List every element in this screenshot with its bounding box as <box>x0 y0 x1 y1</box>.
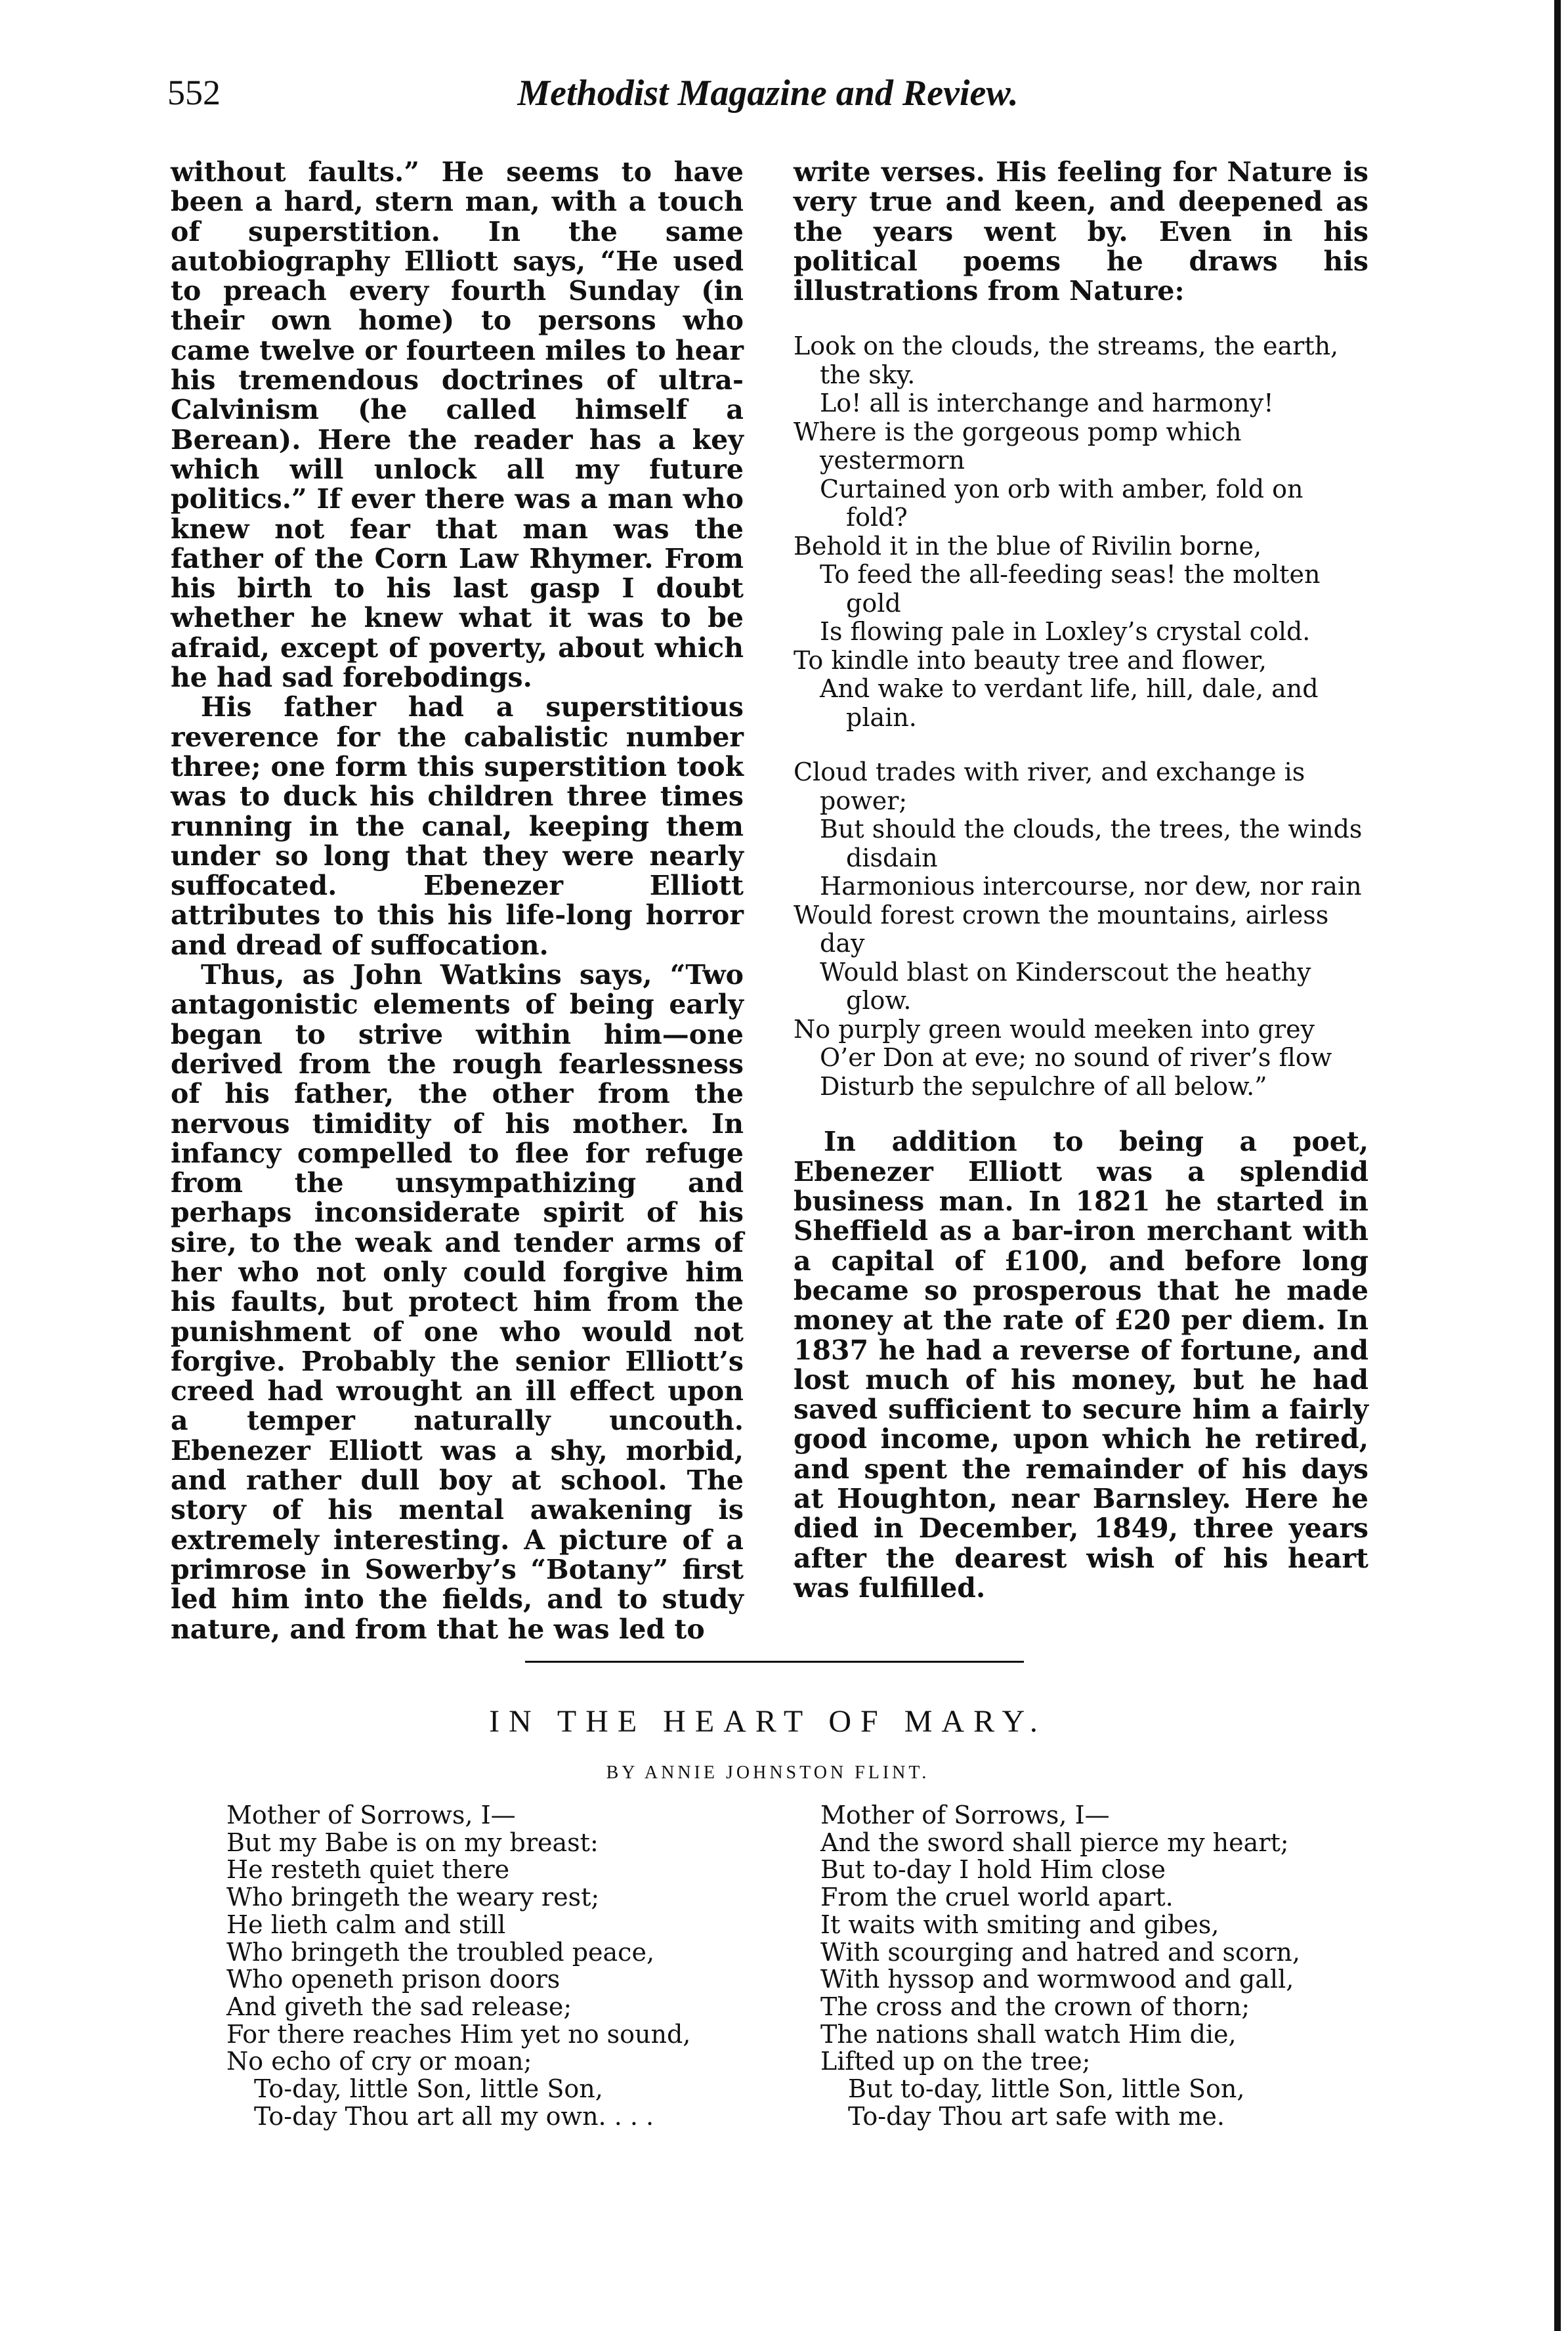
poem-line: He lieth calm and still <box>226 1910 506 1939</box>
poem-excerpt <box>794 332 1368 1101</box>
verse-line: Where is the gorgeous pomp which yestermorn <box>794 417 1242 475</box>
paragraph: without faults.” He seems to have been a hard, stern man, with a touch of superstition. In the same autobiography Elliott says, “He used to preach every fourth Sunday (in their own home) to persons who came twelve or fourteen miles to hear his tremendous doctrines of ultra-Calvinism (he called himself a Berean). Here the reader has a key which will unlock all my future politics.” If ever there was a man who knew not fear that man was the father of the Corn Law Rhymer. From his birth to his last gasp I doubt whether he knew what it was to be afraid, except of poverty, about which he had sad forebodings. <box>171 156 744 694</box>
excerpt-stanza <box>794 332 1368 732</box>
verse-line: Disturb the sepulchre of all below.” <box>820 1071 1267 1101</box>
poem-line: Who bringeth the troubled peace, <box>226 1937 655 1967</box>
verse-line: No purply green would meeken into grey <box>794 1014 1315 1044</box>
poem-line: But to-day I hold Him close <box>820 1855 1166 1885</box>
paragraph: In addition to being a poet, Ebenezer Elliott was a splendid business man. In 1821 he started in Sheffield as a bar-iron merchant with a capital of £100, and before long became so prosperous that he made money at the rate of £20 per diem. In 1837 he had a reverse of fortune, and lost much of his money, but he had saved sufficient to secure him a fairly good income, upon which he retired, and spent the remainder of his days at Houghton, near Barnsley. Here he died in December, 1849, three years after the dearest wish of his heart was fulfilled. <box>794 1126 1368 1604</box>
poem-line: To-day Thou art all my own. . . . <box>254 2101 654 2131</box>
verse-line: To feed the all-feeding seas! the molten gold <box>820 560 1321 618</box>
right-column <box>794 158 1368 1603</box>
verse-line: Look on the clouds, the streams, the earth, the sky. <box>794 331 1339 389</box>
paragraph: His father had a superstitious reverence for the cabalistic number three; one form this superstition took was to duck his children three times running in the canal, keeping them under so long that they were nearly suffocated. Ebenezer Elliott attributes to this his life-long horror and dread of suffocation. <box>171 691 744 961</box>
page-edge-rule <box>1554 0 1561 2331</box>
page-number: 552 <box>167 73 221 112</box>
verse-line: O’er Don at eve; no sound of river’s flow <box>820 1043 1332 1073</box>
poem-byline: BY ANNIE JOHNSTON FLINT. <box>606 1763 930 1783</box>
verse-line: Would blast on Kinderscout the heathy glow. <box>820 957 1311 1016</box>
verse-line: Would forest crown the mountains, airless day <box>794 900 1329 958</box>
verse-line: Behold it in the blue of Rivilin borne, <box>794 531 1262 561</box>
poem-line: And giveth the sad release; <box>226 1992 572 2021</box>
poem-line: He resteth quiet there <box>226 1855 510 1885</box>
verse-line: To kindle into beauty tree and flower, <box>794 645 1267 675</box>
running-title: Methodist Magazine and Review. <box>517 73 1019 114</box>
section-divider <box>525 1661 1024 1663</box>
poem-line: Who bringeth the weary rest; <box>226 1883 600 1912</box>
verse-line: Curtained yon orb with amber, fold on fold? <box>820 474 1303 532</box>
poem-line: But my Babe is on my breast: <box>226 1828 599 1857</box>
poem-line: And the sword shall pierce my heart; <box>820 1828 1289 1857</box>
poem-line: No echo of cry or moan; <box>226 2047 532 2076</box>
poem-line: With scourging and hatred and scorn, <box>820 1937 1300 1967</box>
verse-line: But should the clouds, the trees, the winds disdain <box>820 815 1363 872</box>
poem-line: It waits with smiting and gibes, <box>820 1910 1219 1939</box>
left-column <box>171 158 744 1644</box>
verse-line: Harmonious intercourse, nor dew, nor rain <box>820 872 1362 901</box>
poem-title: IN THE HEART OF MARY. <box>489 1704 1047 1739</box>
poem-right-stanza <box>820 1802 1398 2130</box>
poem-line: Who openeth prison doors <box>226 1965 561 1994</box>
poem-line: Lifted up on the tree; <box>820 2047 1091 2076</box>
poem-line: To-day Thou art safe with me. <box>848 2101 1225 2131</box>
page-header <box>167 72 1368 125</box>
poem-line: From the cruel world apart. <box>820 1883 1174 1912</box>
poem-line: The cross and the crown of thorn; <box>820 1992 1250 2021</box>
poem-line: Mother of Sorrows, I— <box>226 1801 516 1829</box>
verse-line: And wake to verdant life, hill, dale, and plain. <box>820 674 1319 732</box>
verse-line: Lo! all is interchange and harmony! <box>820 389 1274 418</box>
poem-line: Mother of Sorrows, I— <box>820 1801 1110 1829</box>
paragraph: write verses. His feeling for Nature is very true and keen, and deepened as the years went by. Even in his political poems he draws his illustrations from Nature: <box>794 156 1368 307</box>
poem-line: With hyssop and wormwood and gall, <box>820 1965 1294 1994</box>
poem-line: But to-day, little Son, little Son, <box>848 2074 1245 2104</box>
poem-line: The nations shall watch Him die, <box>820 2019 1237 2049</box>
poem-line: For there reaches Him yet no sound, <box>226 2019 691 2049</box>
verse-line: Is flowing pale in Loxley’s crystal cold. <box>820 617 1311 647</box>
poem-line: To-day, little Son, little Son, <box>254 2074 603 2104</box>
paragraph: Thus, as John Watkins says, “Two antagonistic elements of being early began to strive within him—one derived from the rough fearlessness of his father, the other from the nervous timidity of his mother. In infancy compelled to flee for refuge from the unsympathizing and perhaps inconsiderate spirit of his sire, to the weak and tender arms of her who not only could forgive him his faults, but protect him from the punishment of one who would not forgive. Probably the senior Elliott’s creed had wrought an ill effect upon a temper naturally uncouth. Ebenezer Elliott was a shy, morbid, and rather dull boy at school. The story of his mental awakening is extremely interesting. A picture of a primrose in Sowerby’s “Botany” first led him into the fields, and to study nature, and from that he was led to <box>171 959 744 1645</box>
excerpt-stanza <box>794 758 1368 1101</box>
verse-line: Cloud trades with river, and exchange is power; <box>794 758 1305 815</box>
poem-left-stanza <box>226 1802 804 2130</box>
